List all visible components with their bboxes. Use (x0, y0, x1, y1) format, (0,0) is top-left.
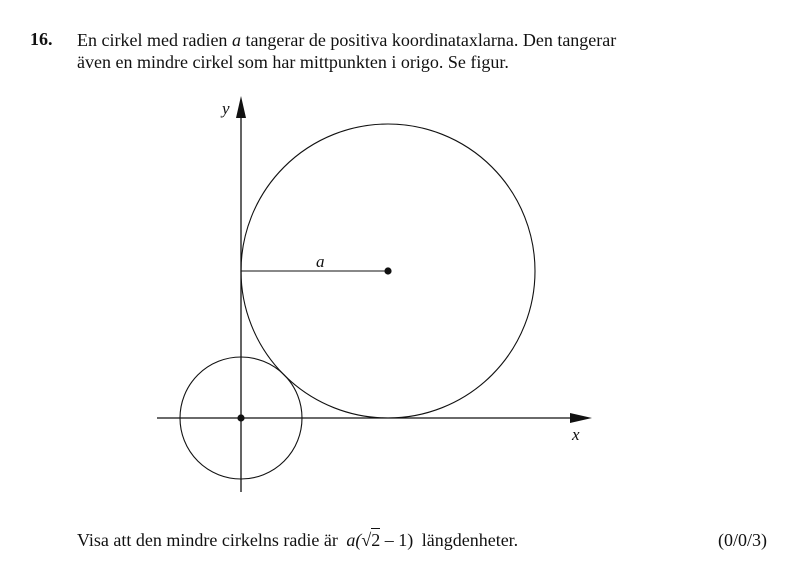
problem-line-2: även en mindre cirkel som har mittpunkten i origo. Se figur. (77, 52, 509, 72)
points-label: (0/0/3) (718, 530, 767, 550)
large-circle-center-point (384, 267, 391, 274)
problem-line-1-prefix: En cirkel med radien (77, 30, 232, 50)
task-text-after: längdenheter. (421, 530, 519, 550)
sqrt-argument: 2 (371, 530, 381, 550)
y-axis-arrow-icon (236, 96, 246, 118)
x-axis-label: x (572, 425, 580, 444)
formula-suffix: – 1) (380, 530, 414, 550)
problem-number: 16. (30, 29, 53, 49)
variable-a: a (231, 30, 241, 50)
task-text-before: Visa att den mindre cirkelns radie är (77, 530, 338, 550)
radius-formula (346, 530, 413, 550)
y-axis-label: y (222, 99, 230, 118)
x-axis-arrow-icon (570, 413, 592, 423)
problem-line-1-suffix: tangerar de positiva koordinataxlarna. Den tangerar (240, 30, 617, 50)
sqrt-icon: √ (361, 530, 372, 550)
origin-point (237, 414, 244, 421)
formula-prefix: a( (346, 530, 362, 550)
radius-label: a (316, 252, 325, 271)
task-statement (77, 530, 518, 551)
